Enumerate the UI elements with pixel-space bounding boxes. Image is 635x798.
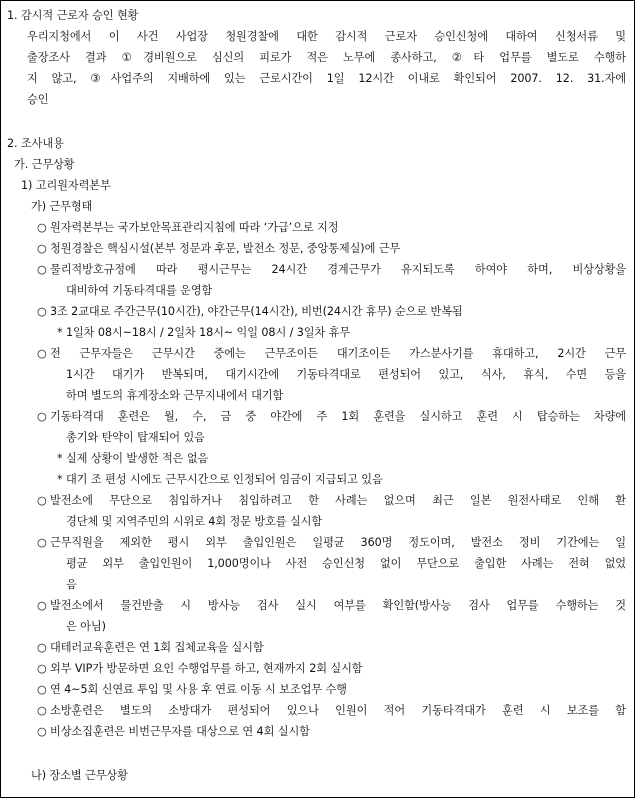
circle-bullet-icon: ○ [37,221,47,234]
line-text: 승인 [27,93,49,106]
line-text: 비상소집훈련은 비번근무자를 대상으로 연 4회 실시함 [50,725,310,738]
line-text: 근무직원을 제외한 평시 외부 출입인원은 일평균 360명 정도이며, 발전소 정비 기간에는 일 [50,536,626,549]
text-line [31,200,626,214]
text-line [66,284,626,298]
text-line [14,158,626,172]
circle-bullet-icon: ○ [37,704,47,717]
text-line [57,452,626,466]
line-text: 기동타격대 훈련은 월, 수, 금 중 야간에 주 1회 훈련을 실시하고 훈련 시 탑승하는 차량에 [50,410,626,423]
text-line [66,389,626,403]
line-text: 물리적방호규정에 따라 평시근무는 24시간 경계근무가 유지되도록 하여야 하며, 비상상황을 [50,263,626,276]
line-text: 평균 외부 출입인원이 1,000명이나 사전 승인신청 없이 무단으로 출입한 사례는 전혀 없었 [66,557,626,570]
text-line [66,431,626,445]
line-text: 총기와 탄약이 탑재되어 있음 [66,431,205,444]
line-text: 발전소에서 물건반출 시 방사능 검사 실시 여부를 확인함(방사능 검사 업무를 수행하는 것 [50,599,626,612]
text-line [7,137,626,151]
line-text: 대테러교육훈련은 연 1회 집체교육을 실시함 [50,641,264,654]
circle-bullet-icon: ○ [37,410,47,423]
line-text: 가) 근무형태 [31,200,93,213]
line-text: * 실제 상황이 발생한 적은 없음 [57,452,209,465]
text-line [57,473,626,487]
text-line [21,179,626,193]
bullet-line [37,263,626,278]
circle-bullet-icon: ○ [37,305,47,318]
bullet-line [37,242,626,256]
line-text: * 1일차 08시~18시 / 2일차 18시~ 익일 08시 / 3일차 휴무 [57,326,351,339]
bullet-line [37,683,626,697]
bullet-line [37,725,626,739]
text-line [31,769,626,783]
text-line [66,620,626,634]
circle-bullet-icon: ○ [37,347,47,360]
bullet-line [37,599,626,614]
line-text: 발전소에 무단으로 침입하거나 침입하려고 한 사례는 없으며 최근 일본 원전사태로 인해 환 [50,494,626,507]
line-text: * 대기 조 편성 시에도 근무시간으로 인정되어 임금이 지급되고 있음 [57,473,383,486]
text-line [66,515,626,529]
bullet-line [37,221,626,235]
circle-bullet-icon: ○ [37,725,47,738]
line-text: 1시간 대기가 반복되며, 대기시간에 기동타격대로 편성되어 있고, 식사, 휴식, 수면 등을 [66,368,626,381]
text-line [27,51,626,66]
bullet-line [37,641,626,655]
circle-bullet-icon: ○ [37,494,47,507]
bullet-line [37,347,626,362]
line-text: 1) 고리원자력본부 [21,179,111,192]
text-line [27,30,626,45]
line-text: 출장조사 결과 ①경비원으로 심신의 피로가 적은 노무에 종사하고, ②타 업무를 별도로 수행하 [27,51,626,64]
bullet-line [37,662,626,676]
circle-bullet-icon: ○ [37,242,47,255]
text-line [27,72,626,87]
bullet-line [37,305,626,319]
circle-bullet-icon: ○ [37,641,47,654]
line-text: 1. 감시적 근로자 승인 현황 [7,9,139,22]
circle-bullet-icon: ○ [37,263,47,276]
circle-bullet-icon: ○ [37,599,47,612]
line-text: 연 4~5회 신연료 투입 및 사용 후 연료 이동 시 보조업무 수행 [50,683,347,696]
circle-bullet-icon: ○ [37,536,47,549]
text-line [66,578,626,592]
text-line [7,9,626,23]
bullet-line [37,536,626,551]
line-text: 외부 VIP가 방문하면 요인 수행업무를 하고, 현재까지 2회 실시함 [50,662,363,675]
text-line [66,368,626,383]
line-text: 나) 장소별 근무상황 [31,769,128,782]
line-text: 대비하여 기동타격대를 운영함 [66,284,213,297]
text-line [66,557,626,572]
line-text: 가. 근무상황 [14,158,75,171]
line-text: 원자력본부는 국가보안목표관리지침에 따라 ‘가급’으로 지정 [50,221,339,234]
line-text: 우리지청에서 이 사건 사업장 청원경찰에 대한 감시적 근로자 승인신청에 대하여 신청서류 및 [27,30,626,43]
line-text: 음 [66,578,77,591]
text-line [27,93,626,107]
line-text: 하며 별도의 휴게장소와 근무지내에서 대기함 [66,389,284,402]
line-text: 소방훈련은 별도의 소방대가 편성되어 있으나 인원이 적어 기동타격대가 훈련 시 보조를 함 [50,704,626,717]
line-text: 경단체 및 지역주민의 시위로 4회 정문 방호를 실시함 [66,515,323,528]
bullet-line [37,704,626,719]
circle-bullet-icon: ○ [37,683,47,696]
line-text: 은 아님) [66,620,106,633]
bullet-line [37,494,626,509]
line-text: 지 않고, ③사업주의 지배하에 있는 근로시간이 1일 12시간 이내로 확인되어 2007. 12. 31.자에 [27,72,626,85]
line-text: 전 근무자들은 근무시간 중에는 근무조이든 대기조이든 가스분사기를 휴대하고, 2시간 근무 [50,347,626,360]
line-text: 3조 2교대로 주간근무(10시간), 야간근무(14시간), 비번(24시간 휴무) 순으로 반복됨 [50,305,463,318]
circle-bullet-icon: ○ [37,662,47,675]
line-text: 2. 조사내용 [7,137,64,150]
line-text: 청원경찰은 핵심시설(본부 정문과 후문, 발전소 정문, 중앙통제실)에 근무 [50,242,401,255]
bullet-line [37,410,626,425]
text-line [57,326,626,340]
